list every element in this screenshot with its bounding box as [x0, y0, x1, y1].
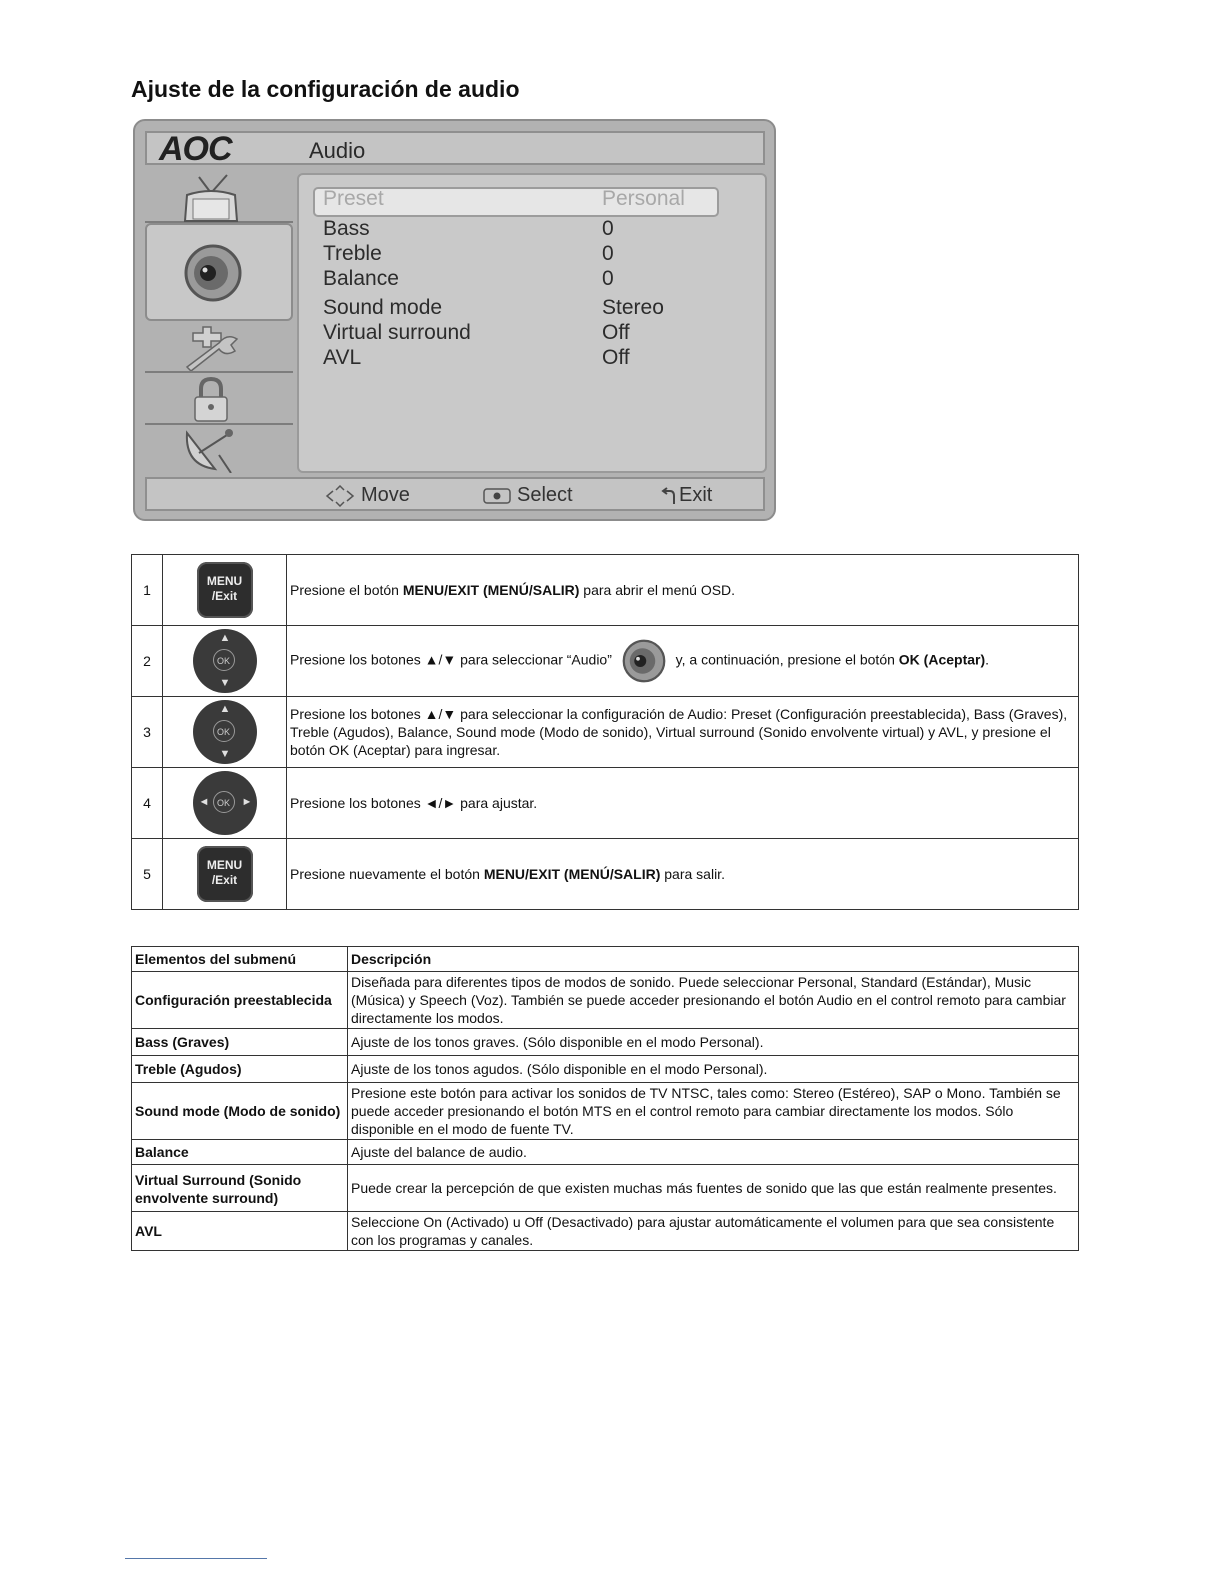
aoc-logo: AOC — [159, 130, 232, 168]
dpad-up-down-icon: ▲ OK ▼ — [193, 700, 257, 764]
menu-value: 0 — [602, 217, 614, 240]
submenu-description: Presione este botón para activar los sonidos de TV NTSC, tales como: Stereo (Estéreo), SAP o Mono. También se puede acceder presionando el botón MTS en el control remoto para cambiar directamente los modos. Sólo disponible en el modo de fuente TV. — [348, 1083, 1079, 1140]
submenu-item: Bass (Graves) — [132, 1029, 348, 1056]
table-row — [132, 1056, 1079, 1083]
osd-audio-screen — [133, 119, 776, 521]
step-text: Presione los botones ▲/▼ para seleccionar “Audio” y, a continuación, presione el botón OK (Aceptar). — [287, 626, 1079, 697]
step-number: 5 — [132, 839, 163, 910]
submenu-description: Seleccione On (Activado) u Off (Desactivado) para ajustar automáticamente el volumen para que sea consistente con los programas y canales. — [348, 1212, 1079, 1251]
menu-row-virtual-surround[interactable] — [313, 321, 713, 347]
table-row — [132, 697, 1079, 768]
menu-label: Treble — [323, 242, 382, 265]
dpad-left-right-icon: ◄ OK ► — [193, 771, 257, 835]
table-header-row — [132, 947, 1079, 972]
osd-audio-menu — [297, 173, 767, 473]
submenu-description: Ajuste del balance de audio. — [348, 1140, 1079, 1165]
tab-channel[interactable] — [145, 425, 293, 475]
menu-row-sound-mode[interactable] — [313, 296, 713, 322]
menu-label: AVL — [323, 346, 362, 369]
step-number: 1 — [132, 555, 163, 626]
table-row — [132, 972, 1079, 1029]
dpad-up-down-icon: ▲ OK ▼ — [193, 629, 257, 693]
table-row — [132, 1083, 1079, 1140]
select-button-icon — [483, 487, 511, 505]
menu-value: 0 — [602, 242, 614, 265]
table-row — [132, 768, 1079, 839]
step-text: Presione el botón MENU/EXIT (MENÚ/SALIR) para abrir el menú OSD. — [287, 555, 1079, 626]
table-row — [132, 555, 1079, 626]
tab-audio[interactable] — [145, 223, 293, 321]
step-button-cell — [163, 768, 287, 839]
column-header: Descripción — [348, 947, 1079, 972]
menu-exit-button-icon: MENU /Exit — [197, 562, 253, 618]
table-row — [132, 839, 1079, 910]
menu-value: Stereo — [602, 296, 664, 319]
menu-value: Personal — [602, 187, 685, 210]
step-button-cell — [163, 697, 287, 768]
table-row — [132, 1212, 1079, 1251]
tab-setup[interactable] — [145, 321, 293, 373]
submenu-item: Virtual Surround (Sonido envolvente surround) — [132, 1165, 348, 1212]
page-title: Ajuste de la configuración de audio — [131, 76, 520, 102]
menu-exit-button-icon: MENU /Exit — [197, 846, 253, 902]
table-row — [132, 1140, 1079, 1165]
step-text: Presione los botones ▲/▼ para seleccionar la configuración de Audio: Preset (Configuración preestablecida), Bass (Graves), Treble (Agudos), Balance, Sound mode (Modo de sonido), Virtual surround (Sonido envolvente virtual) y AVL, y presione el botón OK (Aceptar) para ingresar. — [287, 697, 1079, 768]
tab-picture[interactable] — [145, 171, 293, 223]
table-row — [132, 1029, 1079, 1056]
step-button-cell — [163, 626, 287, 697]
step-button-cell — [163, 555, 287, 626]
menu-value: 0 — [602, 267, 614, 290]
submenu-item: AVL — [132, 1212, 348, 1251]
menu-value: Off — [602, 321, 630, 344]
submenu-description: Puede crear la percepción de que existen muchas más fuentes de sonido que las que están realmente presentes. — [348, 1165, 1079, 1212]
footer-select-label: Select — [517, 484, 573, 506]
tools-icon — [179, 323, 243, 371]
footer-exit-label: Exit — [679, 484, 713, 506]
footnote-divider — [125, 1558, 267, 1559]
steps-table — [131, 554, 1079, 910]
table-row — [132, 626, 1079, 697]
footer-move-label: Move — [361, 484, 410, 506]
submenu-item: Sound mode (Modo de sonido) — [132, 1083, 348, 1140]
step-text: Presione los botones ◄/► para ajustar. — [287, 768, 1079, 839]
speaker-icon — [620, 637, 668, 685]
menu-row-avl[interactable] — [313, 346, 713, 372]
step-number: 4 — [132, 768, 163, 839]
return-arrow-icon — [661, 487, 677, 505]
menu-label: Sound mode — [323, 296, 443, 319]
osd-header — [145, 130, 765, 168]
submenu-item: Balance — [132, 1140, 348, 1165]
step-number: 3 — [132, 697, 163, 768]
footer-select — [483, 484, 573, 507]
menu-label: Virtual surround — [323, 321, 471, 344]
step-button-cell — [163, 839, 287, 910]
menu-label: Preset — [323, 187, 384, 210]
osd-footer — [145, 477, 765, 511]
menu-label: Balance — [323, 267, 399, 290]
submenu-item: Treble (Agudos) — [132, 1056, 348, 1083]
menu-row-treble[interactable] — [313, 242, 713, 268]
submenu-description: Ajuste de los tonos agudos. (Sólo disponible en el modo Personal). — [348, 1056, 1079, 1083]
move-arrows-icon — [325, 485, 355, 507]
footer-move — [325, 484, 410, 507]
tab-lock[interactable] — [145, 373, 293, 425]
menu-row-bass[interactable] — [313, 217, 713, 243]
step-number: 2 — [132, 626, 163, 697]
osd-tabs — [145, 171, 293, 475]
menu-value: Off — [602, 346, 630, 369]
lock-icon — [179, 375, 243, 423]
menu-row-balance[interactable] — [313, 267, 713, 293]
menu-label: Bass — [323, 217, 370, 240]
tv-icon — [179, 173, 243, 223]
submenu-table — [131, 946, 1079, 1251]
submenu-description: Ajuste de los tonos graves. (Sólo disponible en el modo Personal). — [348, 1029, 1079, 1056]
osd-title: Audio — [309, 138, 366, 163]
table-row — [132, 1165, 1079, 1212]
column-header: Elementos del submenú — [132, 947, 348, 972]
footer-exit — [661, 484, 712, 507]
speaker-icon — [181, 241, 245, 305]
submenu-description: Diseñada para diferentes tipos de modos de sonido. Puede seleccionar Personal, Standard (Estándar), Music (Música) y Speech (Voz). También se puede acceder presionando el botón Audio en el control remoto para cambiar directamente los modos. — [348, 972, 1079, 1029]
menu-row-preset[interactable] — [313, 187, 719, 217]
submenu-item: Configuración preestablecida — [132, 972, 348, 1029]
step-text: Presione nuevamente el botón MENU/EXIT (MENÚ/SALIR) para salir. — [287, 839, 1079, 910]
satellite-icon — [179, 425, 243, 473]
